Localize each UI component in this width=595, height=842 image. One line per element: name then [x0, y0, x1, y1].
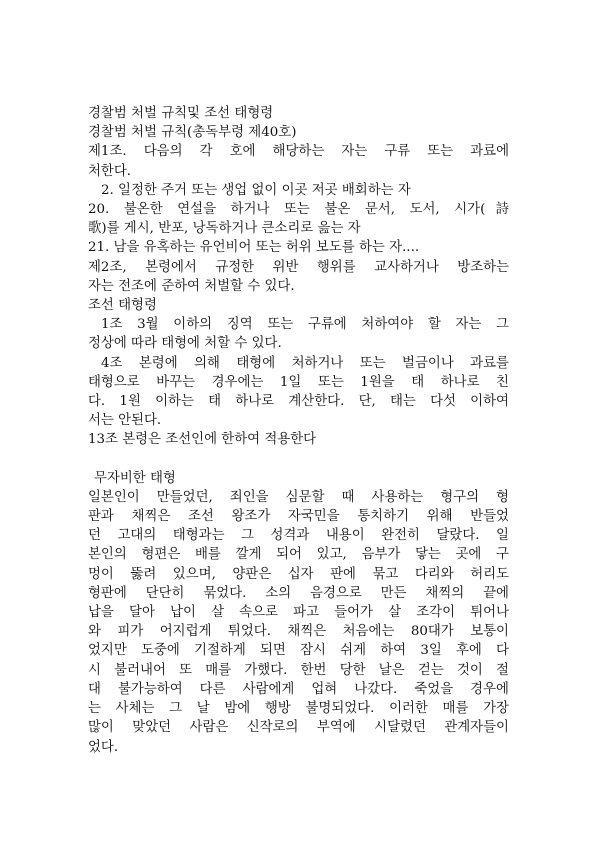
- body-line: 었다.: [88, 739, 119, 755]
- tae-article-4-line-2: 태형으로 바꾸는 경우에는 1일 또는 1원을 태 하나로 친: [88, 374, 509, 390]
- item-2: 2. 일정한 주거 또는 생업 없이 이곳 저곳 배회하는 자: [101, 182, 411, 198]
- article-1-line-2: 처한다.: [88, 163, 132, 179]
- article-2-line-1: 제2조, 본령에서 규정한 위반 행위를 교사하거나 방조하는: [88, 259, 509, 275]
- body-line: 판과 채찍은 조선 왕조가 자국민을 통치하기 위해 반들었: [88, 509, 509, 525]
- body-line: 는 사체는 그 날 밤에 행방 불명되었다. 이러한 매를 가장: [88, 701, 509, 717]
- item-20-line-2: 歌)를 게시, 반포, 낭독하거나 큰소리로 읊는 자: [88, 221, 361, 237]
- body-line: 많이 맞았던 사람은 신작로의 부역에 시달렸던 관계자들이: [88, 720, 509, 736]
- tae-article-1-line-1: 1조 3월 이하의 징역 또는 구류에 처하여야 할 자는 그: [101, 317, 509, 333]
- body-paragraph: [88, 488, 509, 757]
- tae-article-13: 13조 본령은 조선인에 한하여 적용한다: [88, 432, 317, 448]
- body-line: 일본인이 만들었던, 죄인을 심문할 때 사용하는 형구의 형: [88, 489, 509, 505]
- body-line: 대 불가능하여 다른 사람에게 업혀 나갔다. 죽었을 경우에: [88, 681, 509, 697]
- body-line: 본인의 형편은 배를 깔게 되어 있고, 음부가 닿는 곳에 구: [88, 547, 509, 563]
- item-21: 21. 남을 유혹하는 유언비어 또는 허위 보도를 하는 자....: [88, 240, 420, 256]
- body-line: 납을 달아 납이 살 속으로 파고 들어가 살 조각이 튀어나: [88, 605, 509, 621]
- body-line: 와 피가 어지럽게 튀었다. 채찍은 처음에는 80대가 보통이: [88, 624, 509, 640]
- item-20-line-1: 20. 불온한 연설을 하거나 또는 불온 문서, 도서, 시가(詩: [88, 202, 509, 218]
- body-line: 던 고대의 태형과는 그 성격과 내용이 완전히 달랐다. 일: [88, 528, 509, 544]
- article-2-line-2: 자는 전조에 준하여 처벌할 수 있다.: [88, 278, 295, 294]
- tae-article-4-line-4: 서는 안된다.: [88, 413, 162, 429]
- section-heading-cruel: 무자비한 태형: [94, 470, 176, 486]
- tae-article-1-line-2: 정상에 따라 태형에 처할 수 있다.: [88, 336, 282, 352]
- body-line: 시 불러내어 또 매를 가했다. 한번 당한 날은 걷는 것이 절: [88, 662, 509, 678]
- document-body: [88, 104, 509, 757]
- document-subtitle: 경찰범 처벌 규칙(총독부령 제40호): [88, 125, 297, 141]
- body-line: 었지만 도중에 기절하게 되면 잠시 쉬게 하여 3일 후에 다: [88, 643, 509, 659]
- tae-article-4-line-3: 다. 1원 이하는 태 하나로 계산한다. 단, 태는 다섯 이하여: [88, 394, 509, 410]
- tae-article-4-line-1: 4조 본령에 의해 태형에 처하거나 또는 벌금이나 과료를: [101, 355, 509, 371]
- paragraph-gap: [88, 450, 509, 469]
- document-title: 경찰범 처벌 규칙및 조선 태형령: [88, 106, 274, 121]
- body-line: 형판에 단단히 묶었다. 소의 음경으로 만든 채찍의 끝에: [88, 585, 509, 601]
- body-line: 멍이 뚫려 있으며, 양판은 십자 판에 묶고 다리와 허리도: [88, 566, 509, 582]
- article-1-line-1: 제1조. 다음의 각 호에 해당하는 자는 구류 또는 과료에: [88, 144, 509, 160]
- section-heading-tae: 조선 태형령: [88, 298, 157, 314]
